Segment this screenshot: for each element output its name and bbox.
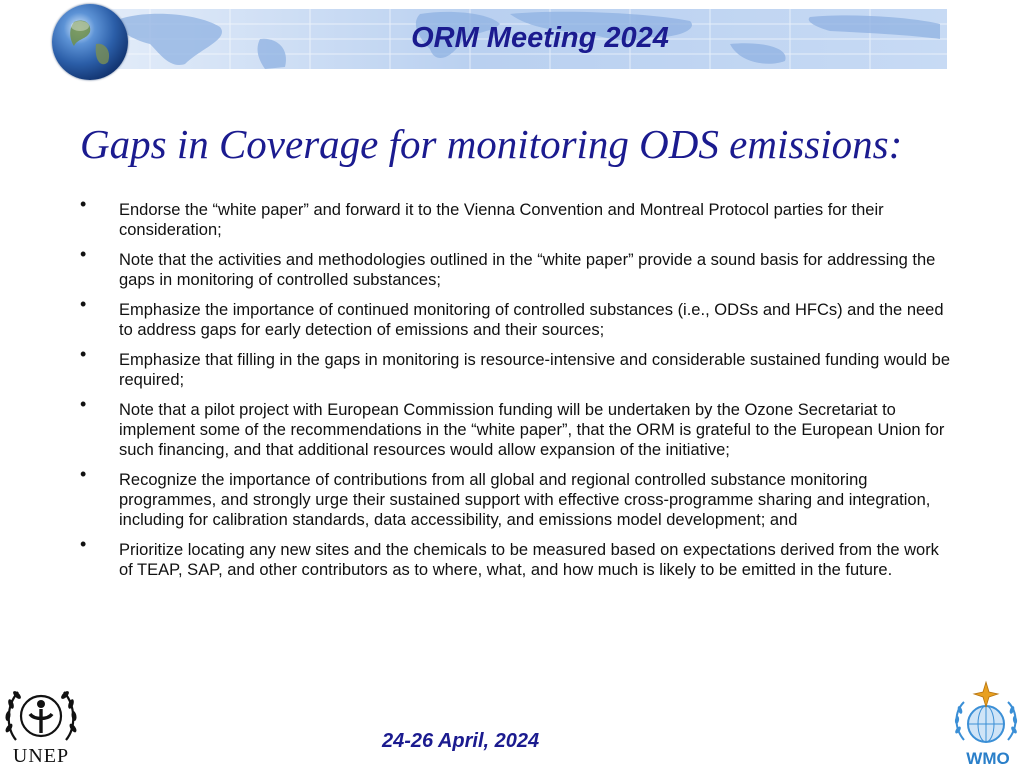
bullet-marker: • <box>80 294 87 314</box>
globe-icon <box>52 4 128 80</box>
bullet-item <box>80 244 950 290</box>
bullet-marker: • <box>80 394 87 414</box>
wmo-label: WMO <box>966 749 1010 768</box>
bullet-text: Prioritize locating any new sites and the chemicals to be measured based on expectations derived from the work of TEAP, SAP, and other contributors as to where, what, and how much is likely to be emitted in the future. <box>119 541 939 579</box>
unep-label: UNEP <box>12 745 70 767</box>
bullet-marker: • <box>80 244 87 264</box>
bullet-text: Note that the activities and methodologies outlined in the “white paper” provide a sound basis for addressing the gaps in monitoring of controlled substances; <box>119 251 936 289</box>
bullet-item <box>80 464 950 530</box>
bullet-marker: • <box>80 534 87 554</box>
bullet-item <box>80 344 950 390</box>
bullet-text: Note that a pilot project with European Commission funding will be undertaken by the Ozone Secretariat to implement some of the recommendations in the “white paper”, that the ORM is grateful to the European Union for such financing, and that additional resources would allow expansion of the initiative; <box>119 401 945 459</box>
slide-title: Gaps in Coverage for monitoring ODS emissions: <box>80 121 903 167</box>
bullet-list <box>80 194 950 590</box>
bullet-text: Emphasize the importance of continued monitoring of controlled substances (i.e., ODSs and HFCs) and the need to address gaps for early detection of emissions and their sources; <box>119 301 944 339</box>
bullet-item <box>80 194 950 240</box>
bullet-item <box>80 294 950 340</box>
bullet-text: Emphasize that filling in the gaps in monitoring is resource-intensive and considerable sustained funding would be required; <box>119 351 950 389</box>
bullet-marker: • <box>80 194 87 214</box>
bullet-item <box>80 394 950 460</box>
bullet-item <box>80 534 950 580</box>
bullet-text: Endorse the “white paper” and forward it to the Vienna Convention and Montreal Protocol parties for their consideration; <box>119 201 884 239</box>
wmo-logo-icon <box>952 680 1020 752</box>
bullet-text: Recognize the importance of contributions from all global and regional controlled substance monitoring programmes, and strongly urge their sustained support with effective cross-programme sharing and integration, including for calibration standards, data accessibility, and emissions model development; and <box>119 471 931 529</box>
footer-date: 24-26 April, 2024 <box>382 730 540 752</box>
bullet-marker: • <box>80 464 87 484</box>
header-title: ORM Meeting 2024 <box>411 22 669 54</box>
bullet-marker: • <box>80 344 87 364</box>
